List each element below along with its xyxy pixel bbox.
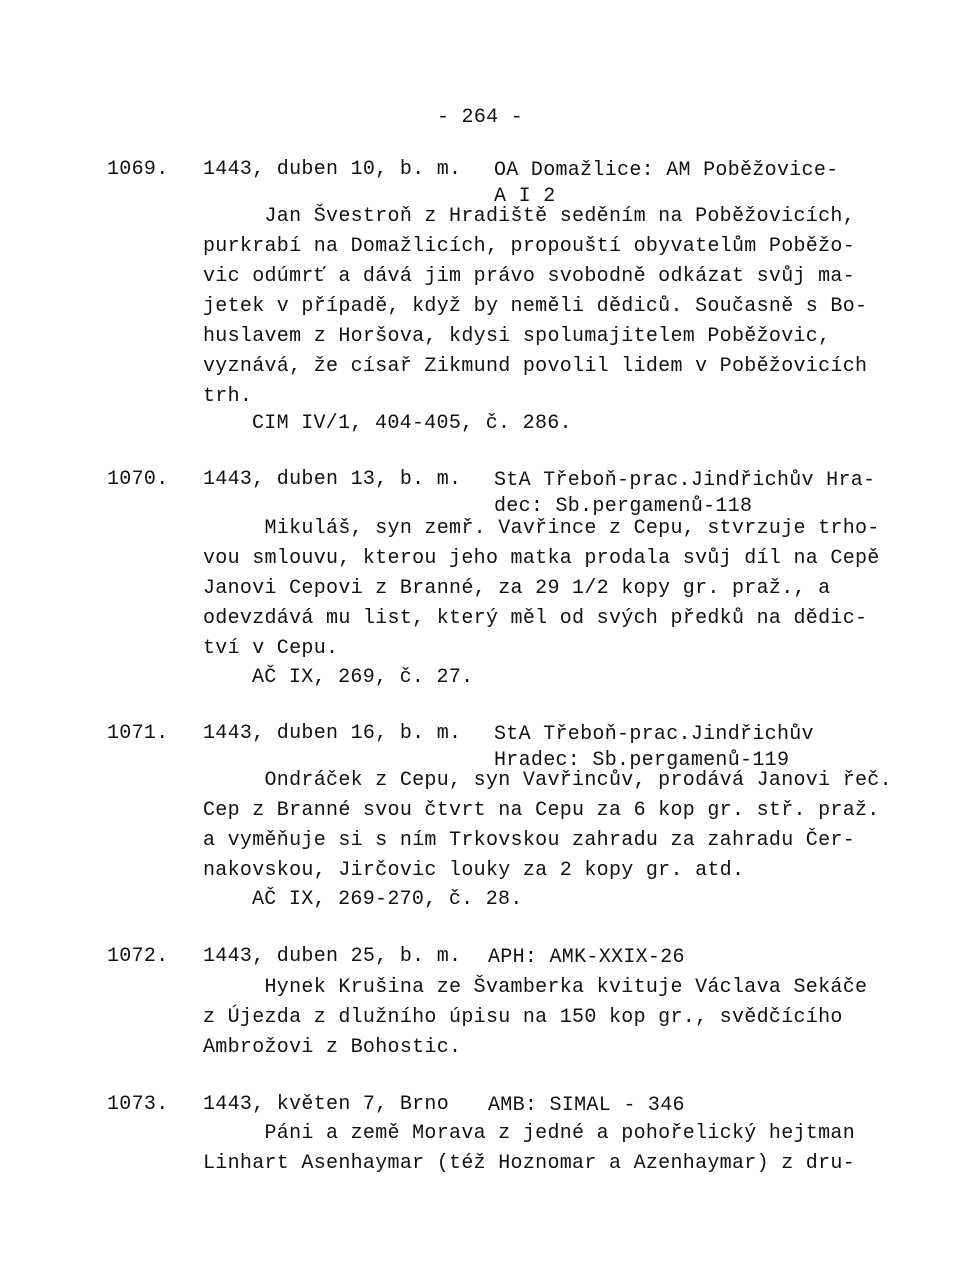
entry-body xyxy=(203,1119,856,1179)
entry-number: 1070. xyxy=(107,468,169,491)
entry-date: 1443, duben 13, b. m. xyxy=(203,468,462,491)
entry-number: 1072. xyxy=(107,945,169,968)
source-line: StA Třeboň-prac.Jindřichův Hra- xyxy=(494,469,876,492)
entry-source xyxy=(488,945,685,971)
entry-reference: CIM IV/1, 404-405, č. 286. xyxy=(252,412,572,435)
body-line: tví v Cepu. xyxy=(203,637,339,660)
body-line: Páni a země Morava z jedné a pohořelický hejtman xyxy=(203,1122,856,1145)
entry-number: 1069. xyxy=(107,158,169,181)
entry-body xyxy=(203,202,868,412)
body-line: Jan Švestroň z Hradiště seděním na Poběžovicích, xyxy=(203,205,856,228)
body-line: Linhart Asenhaymar (též Hoznomar a Azenhaymar) z dru- xyxy=(203,1152,856,1175)
body-line: huslavem z Horšova, kdysi spolumajitelem Poběžovic, xyxy=(203,325,831,348)
body-line: odevzdává mu list, který měl od svých předků na dědic- xyxy=(203,607,868,630)
entry-reference: AČ IX, 269-270, č. 28. xyxy=(252,888,523,911)
entry-body xyxy=(203,766,892,886)
body-line: purkrabí na Domažlicích, propouští obyvatelům Poběžo- xyxy=(203,235,856,258)
body-line: trh. xyxy=(203,385,253,408)
entry-source xyxy=(488,1093,685,1119)
entry-body xyxy=(203,973,868,1063)
body-line: vou smlouvu, kterou jeho matka prodala svůj díl na Cepě xyxy=(203,547,880,570)
entry-number: 1071. xyxy=(107,722,169,745)
entry-date: 1443, duben 25, b. m. xyxy=(203,945,462,968)
body-line: z Újezda z dlužního úpisu na 150 kop gr., svědčícího xyxy=(203,1006,843,1029)
entry-date: 1443, duben 16, b. m. xyxy=(203,722,462,745)
source-line: dec: Sb.pergamenů-118 xyxy=(494,495,753,518)
body-line: vic odúmrť a dává jim právo svobodně odkázat svůj ma- xyxy=(203,265,856,288)
source-line: OA Domažlice: AM Poběžovice- xyxy=(494,159,839,182)
body-line: a vyměňuje si s ním Trkovskou zahradu za zahradu Čer- xyxy=(203,829,856,852)
body-line: Ondráček z Cepu, syn Vavřincův, prodává Janovi řeč. xyxy=(203,769,892,792)
entry-source xyxy=(494,468,875,520)
source-line: Hradec: Sb.pergamenů-119 xyxy=(494,749,790,772)
entry-number: 1073. xyxy=(107,1093,169,1116)
body-line: vyznává, že císař Zikmund povolil lidem v Poběžovicích xyxy=(203,355,868,378)
entry-date: 1443, květen 7, Brno xyxy=(203,1093,450,1116)
body-line: Cep z Branné svou čtvrt na Cepu za 6 kop gr. stř. praž. xyxy=(203,799,880,822)
source-line: A I 2 xyxy=(494,185,556,208)
body-line: Hynek Krušina ze Švamberka kvituje Václava Sekáče xyxy=(203,976,868,999)
source-line: StA Třeboň-prac.Jindřichův xyxy=(494,723,814,746)
entry-body xyxy=(203,514,880,664)
source-line: APH: AMK-XXIX-26 xyxy=(488,946,685,969)
body-line: jetek v případě, když by neměli dědiců. Současně s Bo- xyxy=(203,295,868,318)
body-line: Mikuláš, syn zemř. Vavřince z Cepu, stvrzuje trho- xyxy=(203,517,880,540)
entry-reference: AČ IX, 269, č. 27. xyxy=(252,666,474,689)
source-line: AMB: SIMAL - 346 xyxy=(488,1094,685,1117)
body-line: Janovi Cepovi z Branné, za 29 1/2 kopy gr. praž., a xyxy=(203,577,831,600)
body-line: nakovskou, Jirčovic louky za 2 kopy gr. atd. xyxy=(203,859,745,882)
entry-date: 1443, duben 10, b. m. xyxy=(203,158,462,181)
body-line: Ambrožovi z Bohostic. xyxy=(203,1036,462,1059)
page-number: - 264 - xyxy=(436,106,524,129)
